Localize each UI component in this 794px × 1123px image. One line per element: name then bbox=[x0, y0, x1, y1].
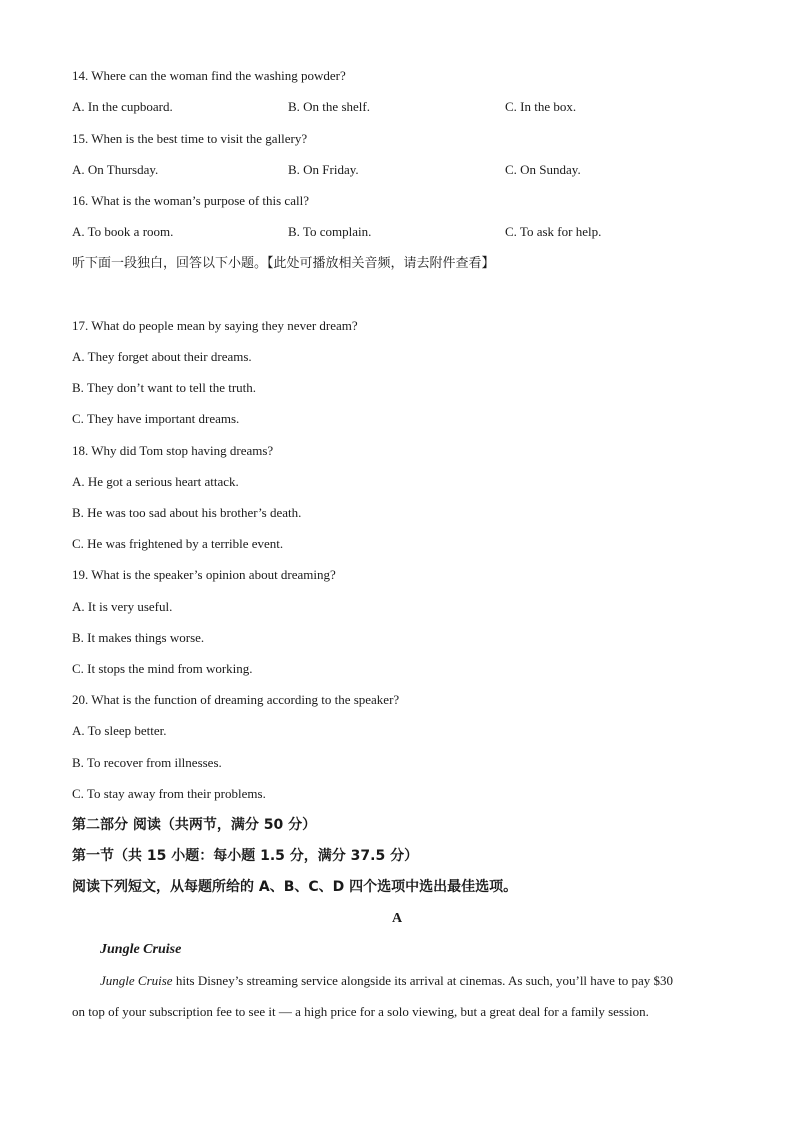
question-20-stem: 20. What is the function of dreaming according to the speaker? bbox=[72, 692, 400, 707]
question-15-stem: 15. When is the best time to visit the gallery? bbox=[72, 131, 308, 146]
question-19-stem: 19. What is the speaker’s opinion about dreaming? bbox=[72, 567, 336, 582]
question-20-option-c: C. To stay away from their problems. bbox=[72, 786, 266, 801]
reading-instruction: 阅读下列短文，从每题所给的 A、B、C、D 四个选项中选出最佳选项。 bbox=[72, 879, 518, 895]
question-16-option-c: C. To ask for help. bbox=[505, 224, 602, 239]
question-19-option-c: C. It stops the mind from working. bbox=[72, 661, 253, 676]
question-14-option-a: A. In the cupboard. bbox=[72, 99, 173, 114]
question-17-option-c: C. They have important dreams. bbox=[72, 411, 240, 426]
question-16-option-a: A. To book a room. bbox=[72, 224, 174, 239]
question-19-option-b: B. It makes things worse. bbox=[72, 630, 205, 645]
question-15-option-c: C. On Sunday. bbox=[505, 162, 581, 177]
question-18-stem: 18. Why did Tom stop having dreams? bbox=[72, 443, 274, 458]
monologue-instruction: 听下面一段独白，回答以下小题。【此处可播放相关音频，请去附件查看】 bbox=[72, 256, 495, 271]
question-17-option-a: A. They forget about their dreams. bbox=[72, 349, 252, 364]
passage-inline-title: Jungle Cruise bbox=[100, 973, 173, 988]
question-18-option-a: A. He got a serious heart attack. bbox=[72, 474, 239, 489]
passage-paragraph-line-1 bbox=[100, 973, 673, 989]
question-19-option-a: A. It is very useful. bbox=[72, 599, 173, 614]
question-16-option-b: B. To complain. bbox=[288, 224, 372, 239]
part-2-title: 第二部分 阅读（共两节，满分 50 分） bbox=[72, 817, 317, 833]
question-20-option-b: B. To recover from illnesses. bbox=[72, 755, 222, 770]
question-14-stem: 14. Where can the woman find the washing powder? bbox=[72, 68, 346, 83]
question-18-option-c: C. He was frightened by a terrible event. bbox=[72, 536, 284, 551]
passage-paragraph-line-2: on top of your subscription fee to see it — a high price for a solo viewing, but a great deal for a family session. bbox=[72, 1004, 649, 1019]
passage-heading: Jungle Cruise bbox=[100, 942, 182, 957]
question-15-option-a: A. On Thursday. bbox=[72, 162, 159, 177]
question-14-option-b: B. On the shelf. bbox=[288, 99, 370, 114]
question-20-option-a: A. To sleep better. bbox=[72, 723, 167, 738]
question-15-option-b: B. On Friday. bbox=[288, 162, 359, 177]
section-1-title: 第一节（共 15 小题：每小题 1.5 分，满分 37.5 分） bbox=[72, 848, 419, 864]
question-16-stem: 16. What is the woman’s purpose of this call? bbox=[72, 193, 309, 208]
passage-line-1-rest: hits Disney’s streaming service alongside its arrival at cinemas. As such, you’ll have to pay $30 bbox=[172, 973, 673, 988]
question-14-option-c: C. In the box. bbox=[505, 99, 577, 114]
question-17-option-b: B. They don’t want to tell the truth. bbox=[72, 380, 257, 395]
question-17-stem: 17. What do people mean by saying they never dream? bbox=[72, 318, 358, 333]
passage-letter: A bbox=[391, 911, 403, 926]
question-18-option-b: B. He was too sad about his brother’s death. bbox=[72, 505, 302, 520]
